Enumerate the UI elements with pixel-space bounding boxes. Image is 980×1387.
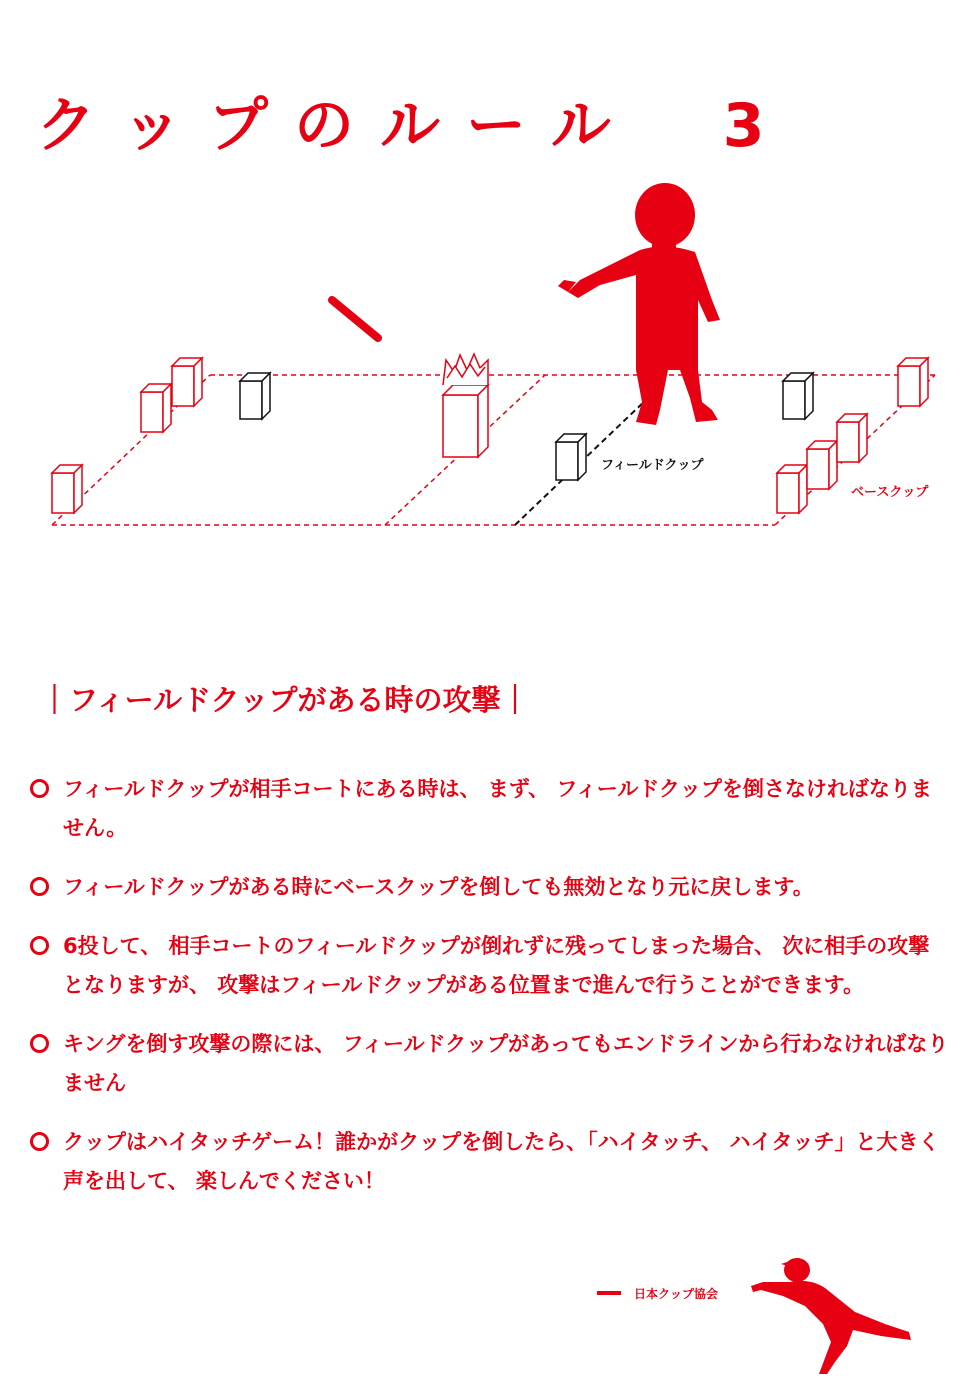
king-pin [443, 354, 488, 457]
circle-bullet-icon [30, 779, 49, 798]
circle-bullet-icon [30, 1034, 49, 1053]
field-cup-label: フィールドクップ [601, 458, 704, 473]
rule-text: フィールドクップがある時にベースクップを倒しても無効となり元に戻します。 [63, 875, 814, 899]
rule-text: キングを倒す攻撃の際には、 フィールドクップがあってもエンドラインから行わなければなりません [63, 1032, 949, 1095]
field-cup-1 [240, 373, 270, 419]
rule-text: クップはハイタッチゲーム！誰かがクップを倒したら、「ハイタッチ、 ハイタッチ」と大きく声を出して、 楽しんでください！ [63, 1130, 940, 1193]
section-heading: ｜フィールドクップがある時の攻撃｜ [40, 683, 530, 717]
footer [0, 1240, 980, 1387]
base-cup-right-4 [898, 358, 928, 406]
base-cup-right-2 [807, 441, 837, 489]
rule-item [30, 927, 950, 1005]
rule-item [30, 1025, 950, 1103]
circle-bullet-icon [30, 936, 49, 955]
thrower-silhouette-icon [735, 1250, 920, 1380]
field-cup-3 [783, 373, 813, 419]
circle-bullet-icon [30, 877, 49, 896]
field-cup-2 [556, 434, 586, 480]
court-diagram [0, 170, 980, 550]
base-cup-right-1 [777, 465, 807, 513]
base-cup-left-3 [172, 358, 202, 406]
rule-text: 6投して、 相手コートのフィールドクップが倒れずに残ってしまった場合、 次に相手の攻撃となりますが、 攻撃はフィールドクップがある位置まで進んで行うことができます。 [63, 934, 930, 997]
base-cup-left-2 [141, 384, 171, 432]
rule-item [30, 1123, 950, 1201]
footer-dash [597, 1291, 621, 1295]
rule-text: フィールドクップが相手コートにある時は、 まず、 フィールドクップを倒さなければなりません。 [63, 777, 932, 840]
rule-item [30, 868, 950, 907]
base-cup-right-3 [837, 414, 867, 462]
page-title: クップのルール 3 [36, 91, 791, 161]
base-cup-label: ベースクップ [851, 485, 929, 500]
rules-list [30, 770, 950, 1221]
base-cup-left-1 [52, 465, 82, 513]
circle-bullet-icon [30, 1132, 49, 1151]
player-child-silhouette [558, 183, 720, 425]
organization-name: 日本クップ協会 [634, 1287, 719, 1301]
rule-item [30, 770, 950, 848]
thrown-stick [332, 300, 378, 338]
